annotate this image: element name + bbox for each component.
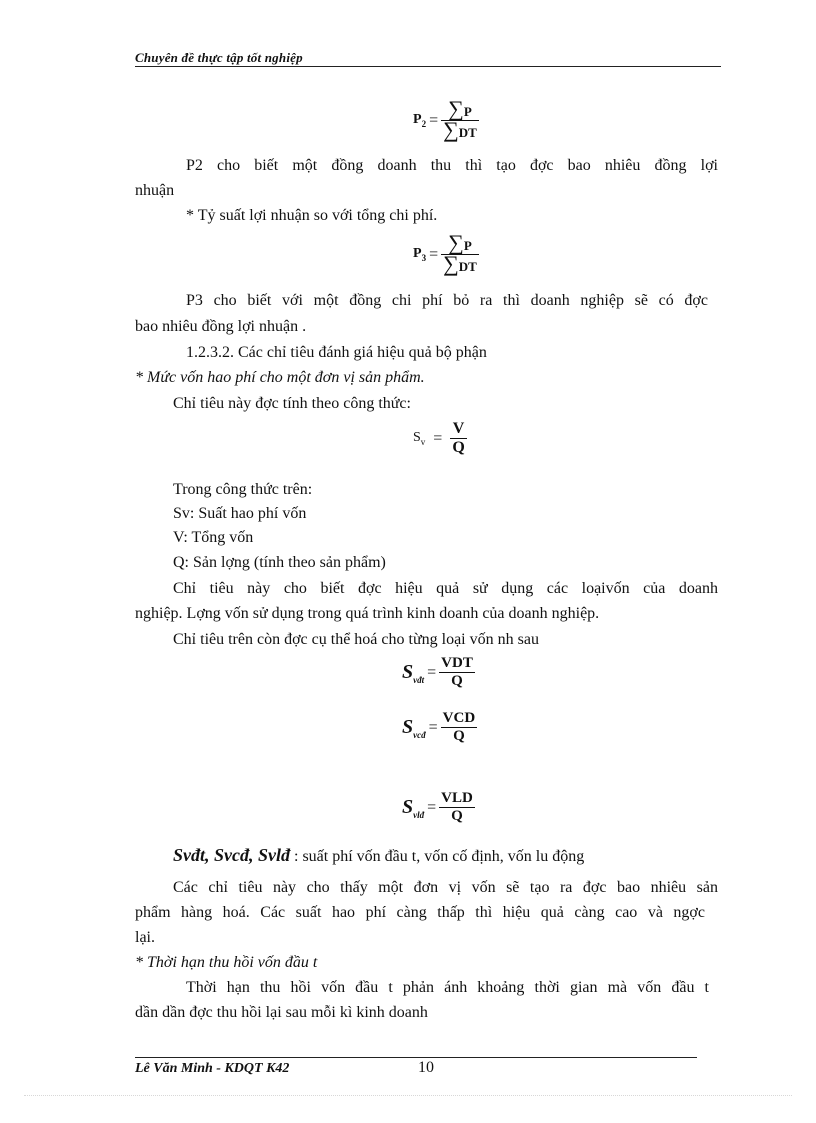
paragraph: Các chỉ tiêu này cho thấy một đơn vị vốn sẽ tạo ra đợc bao nhiêu sản bbox=[173, 879, 718, 896]
p2-description-cont: nhuận bbox=[135, 182, 175, 199]
page-header bbox=[135, 48, 721, 67]
section-heading: 1.2.3.2. Các chỉ tiêu đánh giá hiệu quả bộ phận bbox=[186, 344, 487, 361]
definition-q: Q: Sản lợng (tính theo sản phẩm) bbox=[173, 554, 386, 571]
formula-legend-intro: Trong công thức trên: bbox=[173, 481, 313, 498]
formula-intro: Chỉ tiêu này đợc tính theo công thức: bbox=[173, 395, 411, 412]
paragraph: Chỉ tiêu này cho biết đợc hiệu quả sử dụng các loạivốn của doanh bbox=[173, 580, 718, 597]
header-title: Chuyên đề thực tập tốt nghiệp bbox=[135, 50, 303, 65]
fraction: $\frac{\sum P}{\sum DT}$ bbox=[443, 230, 477, 276]
paragraph-cont: nghiệp. Lợng vốn sử dụng trong quá trình kinh doanh của doanh nghiệp. bbox=[135, 605, 600, 622]
sub-heading: * Mức vốn hao phí cho một đơn vị sản phẩm. bbox=[135, 369, 425, 386]
p3-description: P3 cho biết với một đồng chi phí bỏ ra thì doanh nghiệp sẽ có đợc bbox=[186, 292, 708, 309]
paragraph-cont: dần dần đợc thu hồi lại sau mỗi kì kinh doanh bbox=[135, 1004, 428, 1021]
formula-svcd: $S_{vcđ}$ = $\frac{\text{VCD}}{Q}$ bbox=[402, 710, 476, 744]
page-edge bbox=[24, 1095, 792, 1096]
paragraph-cont: phẩm hàng hoá. Các suất hao phí càng thấp thì hiệu quả càng cao và ngợc bbox=[135, 904, 705, 921]
symbol-legend bbox=[173, 845, 584, 867]
legend-text: : suất phí vốn đầu t, vốn cố định, vốn lu động bbox=[294, 848, 585, 865]
fraction: $\frac{\text{VDT}}{Q}$ bbox=[441, 655, 473, 689]
sub-heading: * Thời hạn thu hồi vốn đầu t bbox=[135, 954, 318, 971]
formula-p2: $P_2$ = $\frac{\sum P}{\sum DT}$ bbox=[413, 96, 477, 142]
legend-symbols: Svđt, Svcđ, Svlđ bbox=[173, 845, 290, 865]
fraction: $\frac{\sum P}{\sum DT}$ bbox=[443, 96, 477, 142]
footer-divider bbox=[135, 1057, 697, 1058]
paragraph: Thời hạn thu hồi vốn đầu t phản ánh khoảng thời gian mà vốn đầu t bbox=[186, 979, 709, 996]
page-number: 10 bbox=[418, 1059, 434, 1076]
p2-description: P2 cho biết một đồng doanh thu thì tạo đợc bao nhiêu đồng lợi bbox=[186, 157, 718, 174]
fraction: $\frac{\text{VLD}}{Q}$ bbox=[441, 790, 473, 824]
formula-svld: $S_{vlđ}$ = $\frac{\text{VLD}}{Q}$ bbox=[402, 790, 473, 824]
fraction: $\frac{V}{Q}$ bbox=[452, 420, 465, 456]
definition-sv: Sv: Suất hao phí vốn bbox=[173, 505, 307, 522]
fraction: $\frac{\text{VCD}}{Q}$ bbox=[442, 710, 476, 744]
paragraph: Chỉ tiêu trên còn đợc cụ thể hoá cho từng loại vốn nh sau bbox=[173, 631, 539, 648]
definition-v: V: Tổng vốn bbox=[173, 529, 254, 546]
paragraph-cont: lại. bbox=[135, 929, 155, 946]
footer-author: Lê Văn Minh - KDQT K42 bbox=[135, 1061, 290, 1076]
formula-sv: $S_v$ = $\frac{V}{Q}$ bbox=[413, 420, 465, 456]
formula-p3: $P_3$ = $\frac{\sum P}{\sum DT}$ bbox=[413, 230, 477, 276]
p3-intro: * Tỷ suất lợi nhuận so với tổng chi phí. bbox=[186, 207, 438, 224]
p3-description-cont: bao nhiêu đồng lợi nhuận . bbox=[135, 318, 307, 335]
formula-svdt: $S_{vđt}$ = $\frac{\text{VDT}}{Q}$ bbox=[402, 655, 473, 689]
